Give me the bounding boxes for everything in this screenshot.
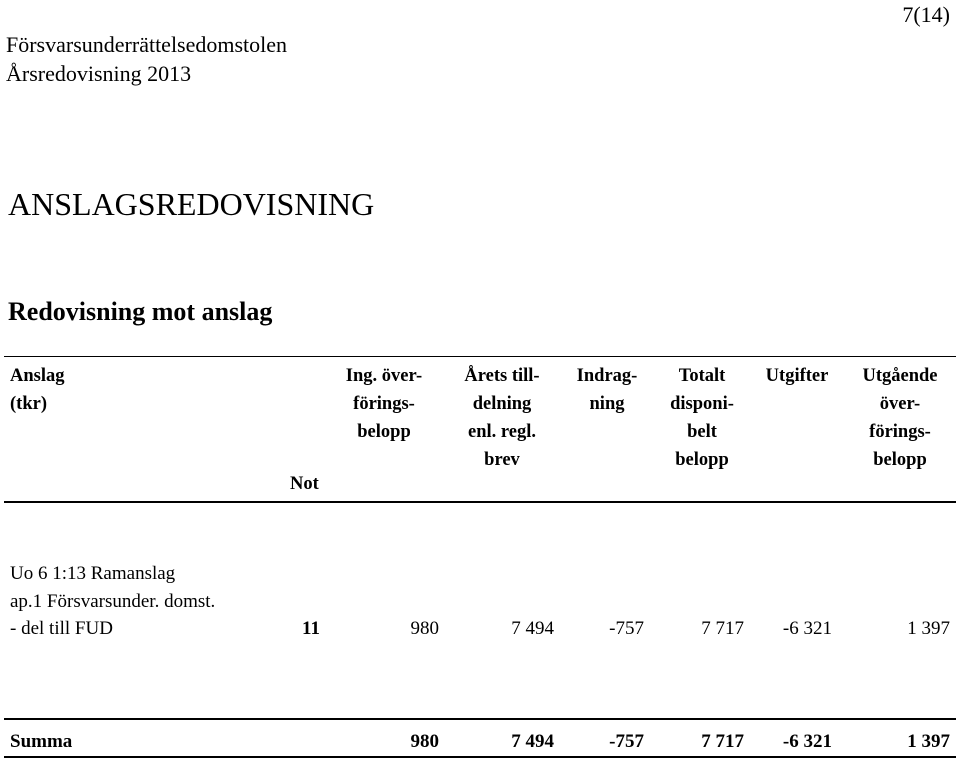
row-utgaende-value: 1 397 (907, 618, 950, 639)
col-header-ing-overforingsbelopp: Ing. över- förings- belopp (345, 366, 423, 442)
summa-totalt-value: 7 717 (701, 731, 744, 752)
row-arets-value: 7 494 (511, 618, 554, 639)
organization-name: Försvarsunderrättelsedomstolen (6, 32, 288, 57)
col-header-utgaende-overforingsbelopp: Utgående över- förings- belopp (862, 366, 938, 470)
summa-utgaende-value: 1 397 (907, 731, 950, 752)
col-header-totalt-disponibelt: Totalt disponi- belt belopp (670, 366, 734, 470)
col-header-indragning: Indrag- ning (576, 366, 638, 414)
summa-ing-value: 980 (410, 731, 439, 752)
header-bottom-rule (4, 501, 956, 503)
col-header-utgifter: Utgifter (765, 366, 829, 386)
summa-label: Summa (10, 731, 73, 752)
summa-indragning-value: -757 (609, 731, 644, 752)
col-header-not: Not (290, 474, 319, 494)
row-ing-value: 980 (410, 618, 439, 639)
summa-top-rule (4, 718, 956, 720)
page-title: ANSLAGSREDOVISNING (8, 186, 375, 222)
row-utgifter-value: -6 321 (782, 618, 832, 639)
summa-arets-value: 7 494 (511, 731, 554, 752)
row-totalt-value: 7 717 (701, 618, 744, 639)
page-number: 7(14) (902, 2, 950, 27)
row-label-line-2: ap.1 Försvarsunder. domst. (10, 591, 216, 612)
row-indragning-value: -757 (609, 618, 644, 639)
table-bottom-rule (4, 756, 956, 758)
col-header-anslag: Anslag (tkr) (10, 366, 65, 414)
report-year: Årsredovisning 2013 (6, 61, 192, 86)
summa-utgifter-value: -6 321 (782, 731, 832, 752)
table-top-rule (4, 356, 956, 357)
col-header-arets-tilldelning: Årets till- delning enl. regl. brev (464, 366, 540, 470)
row-not-value: 11 (302, 618, 320, 639)
row-label-line-3: - del till FUD (10, 618, 113, 639)
section-subtitle: Redovisning mot anslag (8, 297, 273, 326)
row-label-line-1: Uo 6 1:13 Ramanslag (10, 563, 176, 584)
